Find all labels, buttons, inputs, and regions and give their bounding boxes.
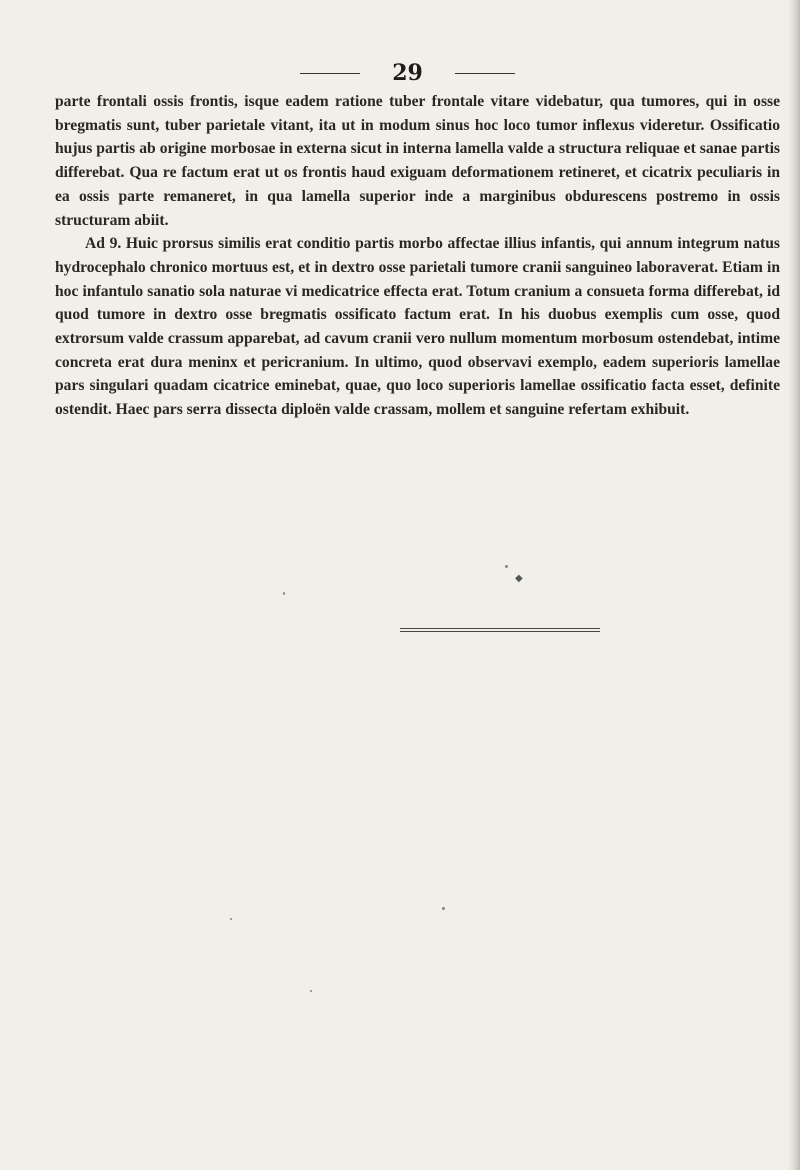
separator-line-bottom	[400, 631, 600, 632]
page-header	[0, 60, 800, 90]
paper-speck	[310, 990, 312, 992]
header-rule-left	[300, 73, 360, 74]
separator-line-top	[400, 628, 600, 629]
paper-speck	[442, 907, 445, 910]
header-rule-right	[455, 73, 515, 74]
paper-speck	[230, 918, 232, 920]
section-separator	[400, 628, 600, 632]
paper-speck	[283, 592, 285, 595]
page-number: 29	[392, 60, 423, 86]
body-text	[55, 90, 780, 422]
paragraph-2: Ad 9. Huic prorsus similis erat conditio partis morbo affectae illius infantis, qui annum integrum natus hydrocephalo chronico mortuus est, et in dextro osse parietali tumore cranii sanguineo laboraverat. Etiam in hoc infantulo sanatio sola naturae vi medicatrice effecta erat. Totum cranium a consueta forma differebat, id quod tumore in dextro osse bregmatis ossificato factum erat. In his duobus exemplis cum osse, quod extrorsum valde crassum apparebat, ad cavum cranii vero nullum momentum morbosum ostendebat, intime concreta erat dura meninx et pericranium. In ultimo, quod observavi exemplo, eadem superioris lamellae pars singulari quadam cicatrice eminebat, quae, quo loco superioris lamellae ossificatio facta esset, definite ostendit. Haec pars serra dissecta diploën valde crassam, mollem et sanguine refertam exhibuit.	[55, 235, 780, 419]
ornament-mark: ◆	[515, 573, 523, 584]
paper-speck	[505, 565, 508, 568]
paragraph-1: parte frontali ossis frontis, isque eadem ratione tuber frontale vitare videbatur, qua tumores, qui in osse bregmatis sunt, tuber parietale vitant, ita ut in modum sinus hoc loco tumor inflexus videretur. Ossificatio hujus partis ab origine morbosae in externa sicut in interna lamella valde a structura reliquae et sanae partis differebat. Qua re factum erat ut os frontis haud exiguam deformationem retineret, et cicatrix peculiaris in ea ossis parte remaneret, in qua lamella superior inde a marginibus obdurescens postremo in ossis structuram abiit.	[55, 93, 780, 229]
page-edge-shadow	[788, 0, 800, 1170]
